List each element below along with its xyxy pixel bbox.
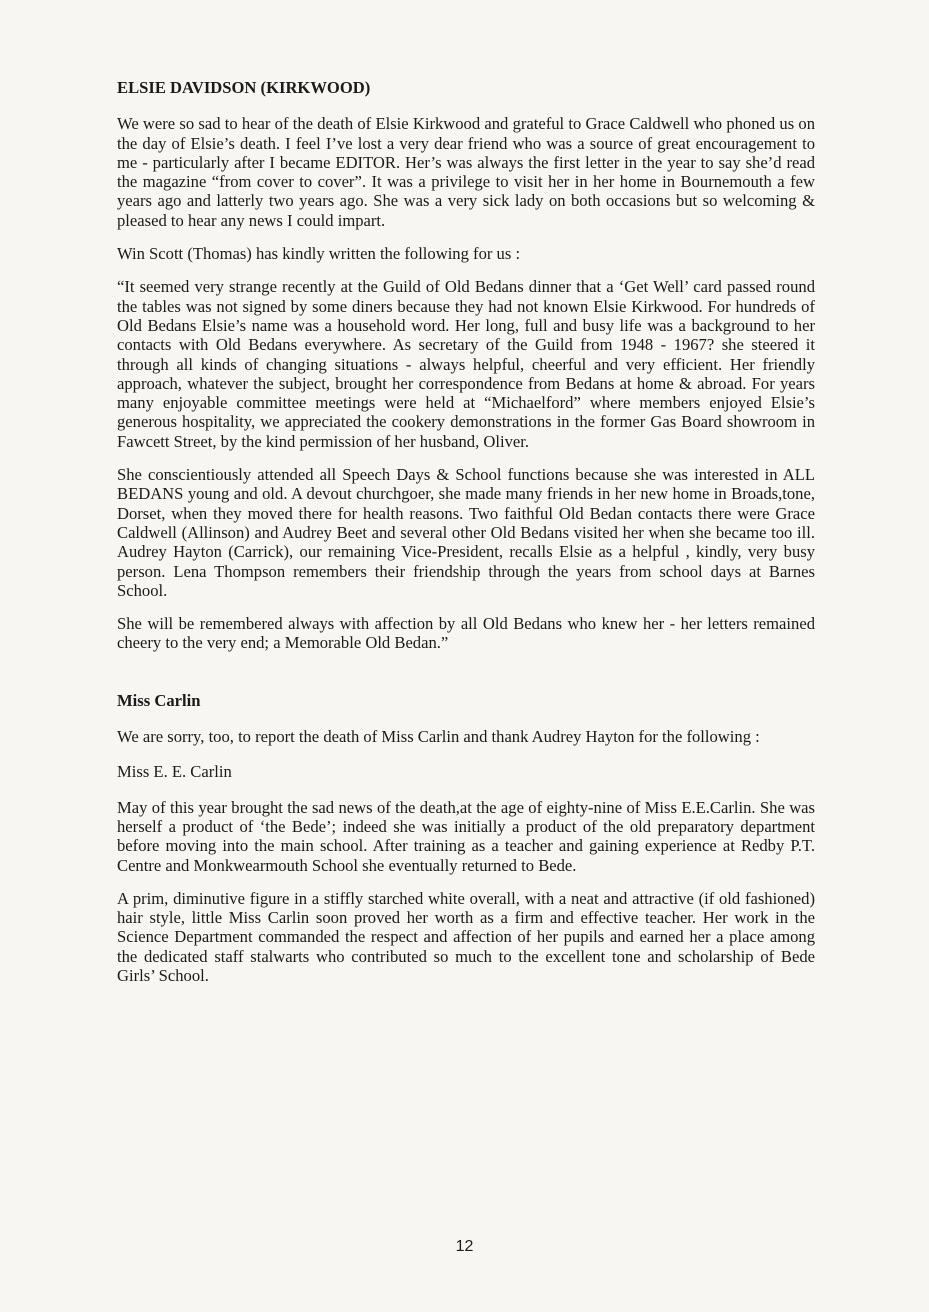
paragraph: We are sorry, too, to report the death of Miss Carlin and thank Audrey Hayton for the following :	[117, 727, 760, 747]
paragraph: Win Scott (Thomas) has kindly written the following for us :	[117, 244, 521, 264]
article-heading-elsie-davidson: ELSIE DAVIDSON (KIRKWOOD)	[117, 78, 371, 97]
paragraph: She conscientiously attended all Speech Days & School functions because she was interested in ALL BEDANS young and old. A devout churchgoer, she made many friends in her new home in Broads,tone, Dorset, when they moved there for health reasons. Two faithful Old Bedan contacts there were Grace Caldwell (Allinson) and Audrey Beet and several other Old Bedans visited her when she became too ill. Audrey Hayton (Carrick), our remaining Vice-President, recalls Elsie as a helpful , kindly, very busy person. Lena Thompson remembers their friendship through the years from school days at Barnes School.	[117, 465, 815, 600]
paragraph: We were so sad to hear of the death of Elsie Kirkwood and grateful to Grace Caldwell who phoned us on the day of Elsie’s death. I feel I’ve lost a very dear friend who was a source of great encouragement to me - particularly after I became EDITOR. Her’s was always the first letter in the year to say she’d read the magazine “from cover to cover”. It was a privilege to visit her in her home in Bournemouth a few years ago and latterly two years ago. She was a very sick lady on both occasions but so welcoming & pleased to hear any news I could impart.	[117, 114, 815, 230]
paragraph: She will be remembered always with affection by all Old Bedans who knew her - her letters remained cheery to the very end; a Memorable Old Bedan.”	[117, 614, 815, 653]
page-number: 12	[455, 1238, 474, 1255]
paragraph: “It seemed very strange recently at the Guild of Old Bedans dinner that a ‘Get Well’ card passed round the tables was not signed by some diners because they had not known Elsie Kirkwood. For hundreds of Old Bedans Elsie’s name was a household word. Her long, full and busy life was a background to her contacts with Old Bedans everywhere. As secretary of the Guild from 1948 - 1967? she steered it through all kinds of changing situations - always helpful, cheerful and very efficient. Her friendly approach, whatever the subject, brought her correspondence from Bedans at home & abroad. For years many enjoyable committee meetings were held at “Michaelford” where members enjoyed Elsie’s generous hospitality, we appreciated the cookery demonstrations in the former Gas Board showroom in Fawcett Street, by the kind permission of her husband, Oliver.	[117, 277, 815, 451]
paragraph: A prim, diminutive figure in a stiffly starched white overall, with a neat and attractive (if old fashioned) hair style, little Miss Carlin soon proved her worth as a firm and effective teacher. Her work in the Science Department commanded the respect and affection of her pupils and earned her a place among the dedicated staff stalwarts who contributed so much to the excellent tone and scholarship of Bede Girls’ School.	[117, 888, 815, 985]
paragraph: May of this year brought the sad news of the death,at the age of eighty-nine of Miss E.E.Carlin. She was herself a product of ‘the Bede’; indeed she was initially a product of the old preparatory department before moving into the main school. After training as a teacher and gaining experience at Redby P.T. Centre and Monkwearmouth School she eventually returned to Bede.	[117, 797, 815, 875]
article-heading-miss-carlin: Miss Carlin	[117, 690, 201, 710]
article-subtitle: Miss E. E. Carlin	[117, 762, 232, 782]
article-miss-carlin	[117, 691, 815, 986]
document-page	[117, 78, 815, 999]
